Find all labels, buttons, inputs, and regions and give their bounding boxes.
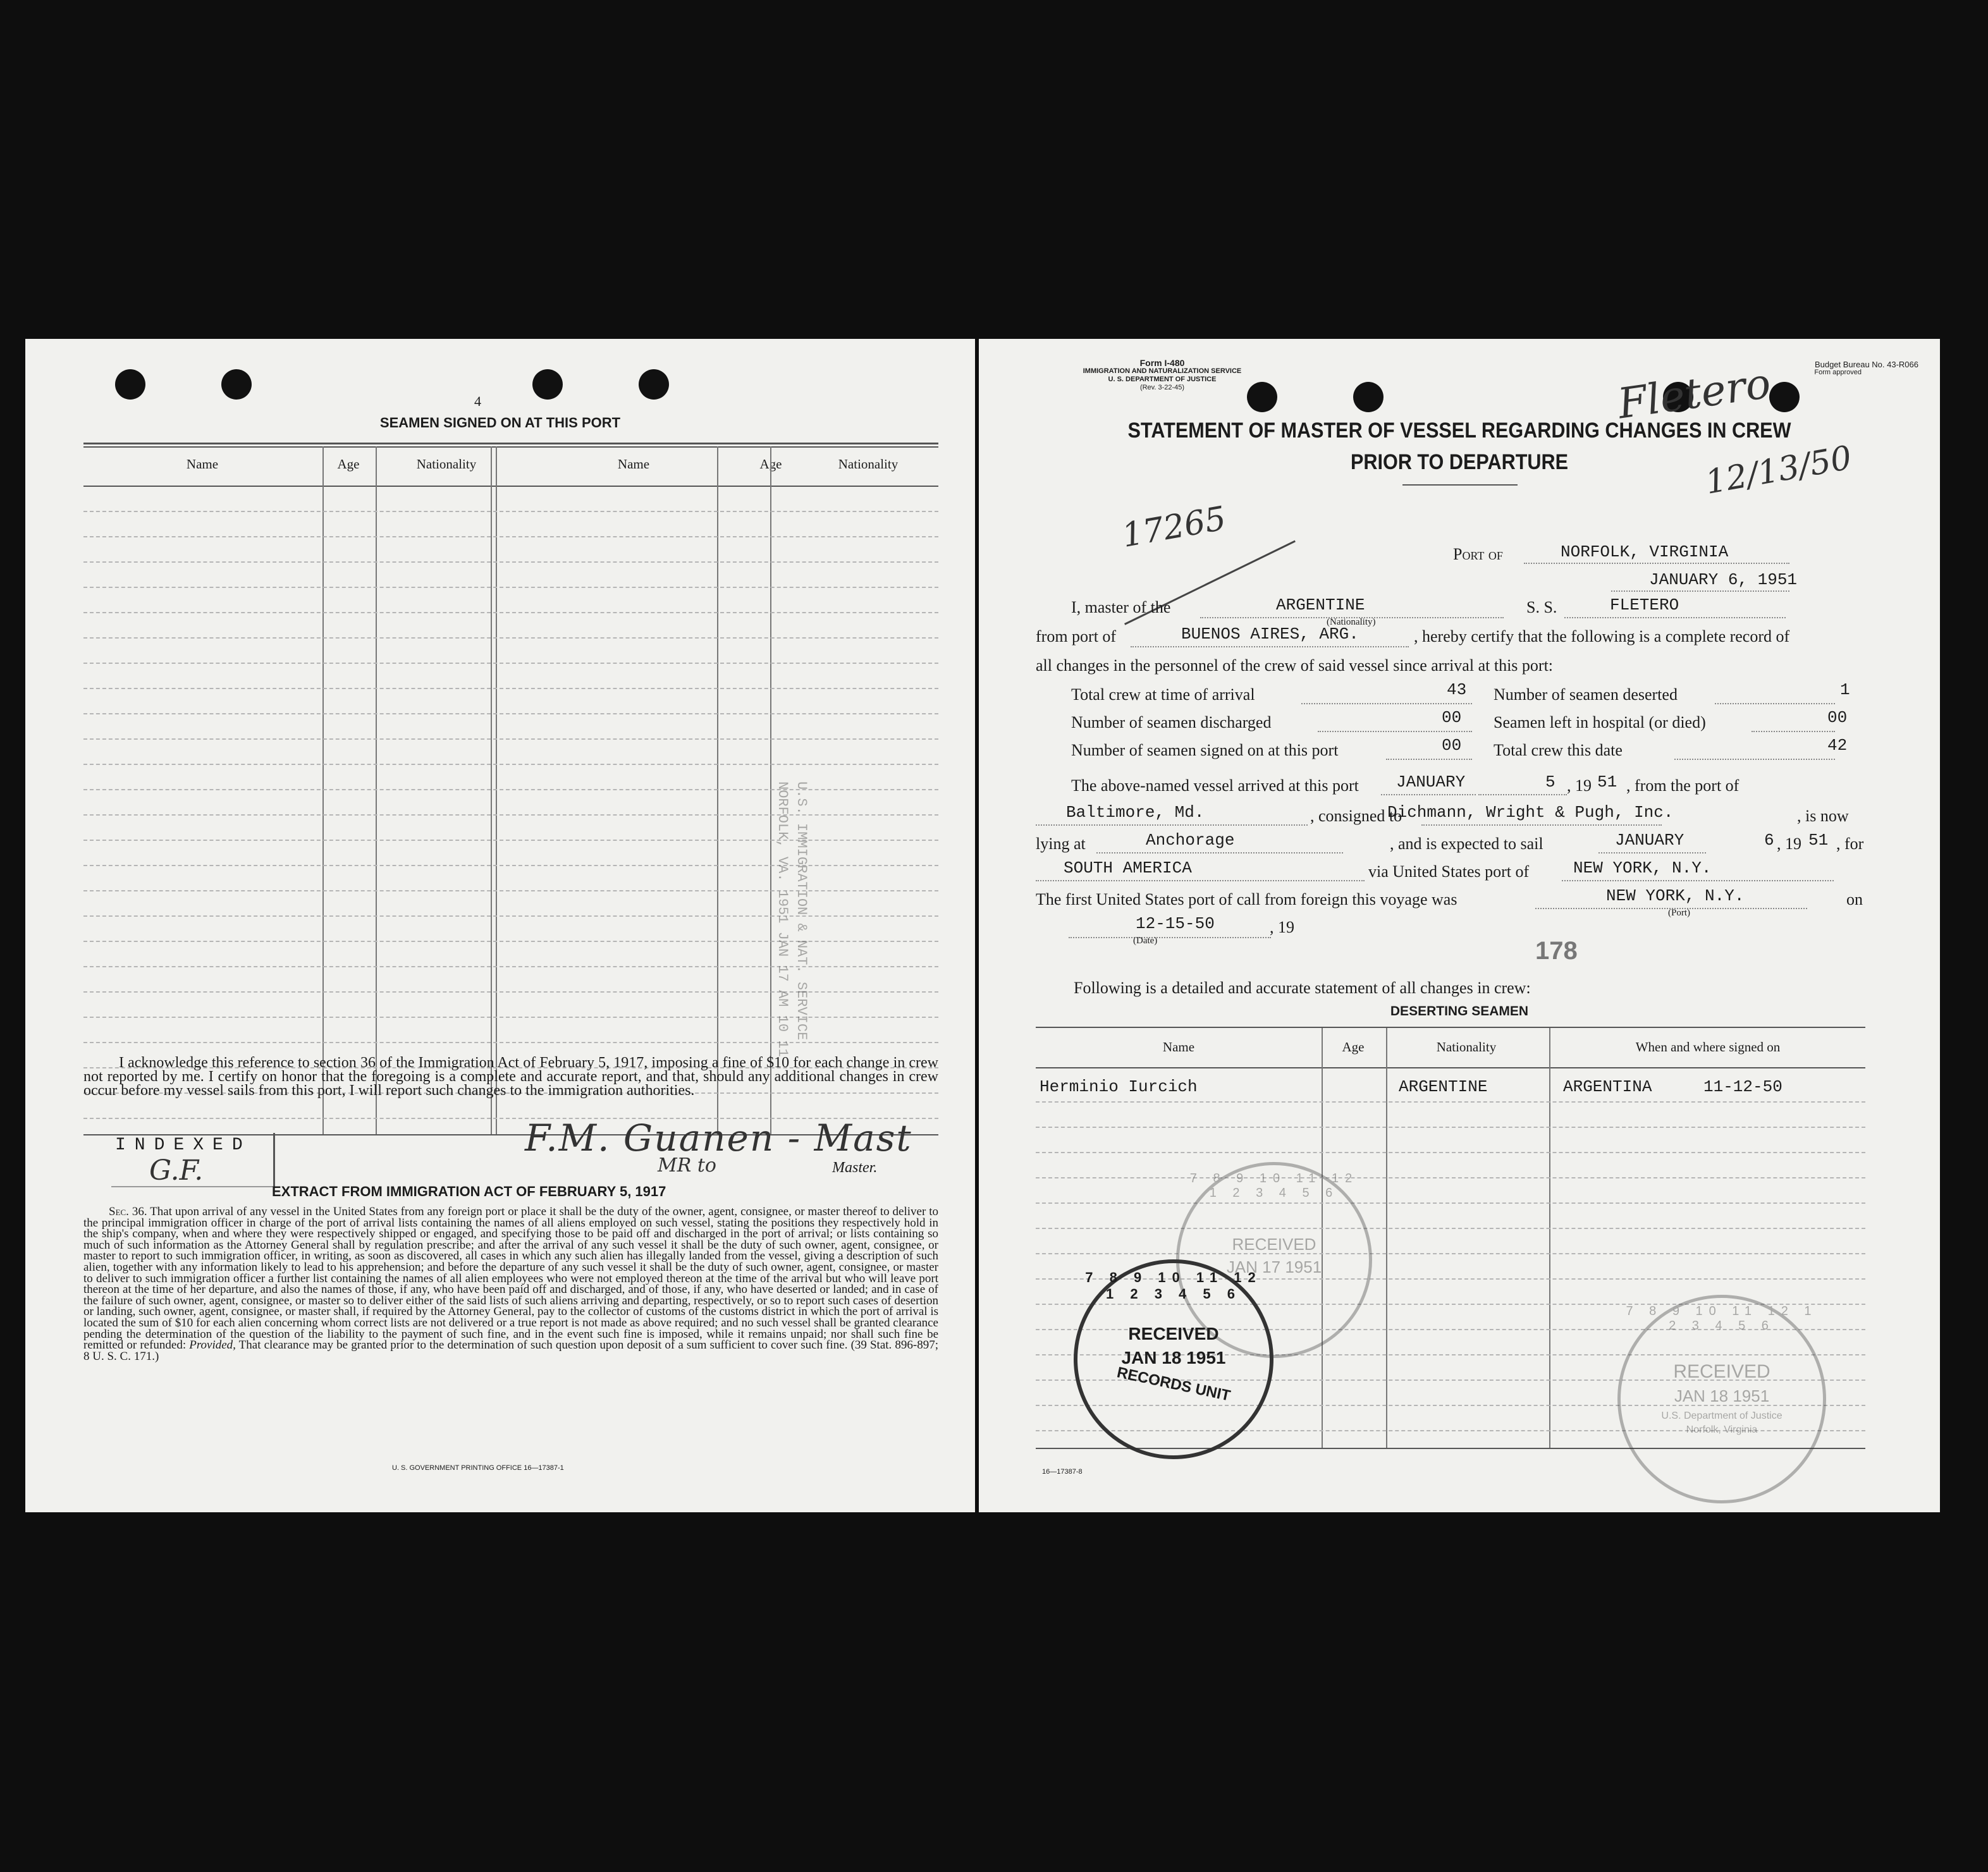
call-date-line xyxy=(1069,937,1271,938)
row-rule xyxy=(83,612,938,613)
arrived-label: The above-named vessel arrived at this port xyxy=(1071,776,1359,795)
from-the-port-of-label: , from the port of xyxy=(1626,776,1740,795)
sail-year: 51 xyxy=(1808,831,1829,850)
stat-label-hospital: Seamen left in hospital (or died) xyxy=(1494,713,1706,731)
row-rule xyxy=(1036,1152,1865,1153)
row-rule xyxy=(83,764,938,765)
indexed-stamp: INDEXED xyxy=(111,1133,275,1187)
date-value: JANUARY 6, 1951 xyxy=(1649,570,1798,589)
stat-label-signed-on: Number of seamen signed on at this port xyxy=(1071,741,1339,759)
ss-label: S. S. xyxy=(1526,598,1557,616)
lying-at-line xyxy=(1096,852,1343,853)
deserter-nationality: ARGENTINE xyxy=(1399,1077,1488,1096)
call-year-prefix: , 19 xyxy=(1270,918,1294,936)
signature-initials: MR to xyxy=(658,1154,716,1177)
row-rule xyxy=(1036,1127,1865,1128)
department: U. S. DEPARTMENT OF JUSTICE xyxy=(1108,376,1217,383)
row-rule xyxy=(1036,1253,1865,1254)
column-divider xyxy=(322,446,324,1134)
via-port-value: NEW YORK, N.Y. xyxy=(1573,859,1712,878)
vertical-receipt-stamp: U.S. IMMIGRATION & NAT. SERVICE NORFOLK, VA. 1951 JAN 17 AM 10 11 xyxy=(775,781,809,1057)
form-header xyxy=(1036,359,1289,392)
extract-body: That upon arrival of any vessel in the United States from any foreign port or place it shall be the duty of the owner, agent, consignee, or master thereof to deliver to the principal immigration officer in charge of the port of arrival lists containing the names of all aliens employed on such vessel, stating the positions they respectively hold in the ship's company, when and where they were respectively shipped or engaged, and specifying those to be paid off and discharged in the port of arrival; or lists containing so much of such information as the Attorney General shall by regulation prescribe; and after the arrival of any such vessel it shall be the duty of such owner, agent, consignee, or master to report to such immigration officer, in writing, as soon as discovered, all cases in which any such alien has illegally landed from the vessel, giving a description of such alien, together with any information likely to lead to his apprehension; and before the departure of any such vessel it shall be the duty of such owner, agent, consignee, or master to deliver to such immigration officer a further list containing the names of all alien employees who were not employed thereon at the time of the arrival but who will leave port thereon at the time of her departure, and also the names of those, if any, who have been paid off and discharged, and of those, if any, who have deserted or landed; and in case of the failure of such owner, agent, consignee, or master so to deliver either of the said lists of such aliens arriving and departing, respectively, or so to report such cases of desertion or landing, such owner, agent, consignee, or master shall, if required by the Attorney General, pay to the collector of customs of the customs district in which the port of arrival is located the sum of $10 for each alien concerning whom correct lists are not delivered or a true report is not made as above required; and no such vessel shall be granted clearance pending the determination of the question of the liability to the payment of such fine, and in the event such fine is imposed, while it remains unpaid; nor shall such fine be remitted or refunded: xyxy=(83,1205,938,1352)
extract-tail: That clearance may be granted prior to the determination of such question upon deposit of a sum sufficient to cover such fine. (39 Stat. 896-897; 8 U. S. C. 171.) xyxy=(83,1338,938,1363)
destination-value: SOUTH AMERICA xyxy=(1064,859,1192,878)
row-rule xyxy=(83,1042,938,1043)
port-caption: (Port) xyxy=(1668,908,1690,918)
row-rule xyxy=(83,536,938,537)
title-underline xyxy=(1402,484,1518,486)
left-page xyxy=(25,339,975,1512)
deserting-col-name: Name xyxy=(1162,1039,1195,1055)
received-stamp-norfolk: 7 8 9 10 11 12 1 2 3 4 5 6 RECEIVED JAN 18 1951 U.S. Department of Justice Norfolk, Virginia xyxy=(1617,1295,1826,1503)
sail-label: , and is expected to sail xyxy=(1390,835,1543,853)
deserter-signed-on-place: ARGENTINA xyxy=(1563,1077,1652,1096)
port-value: NORFOLK, VIRGINIA xyxy=(1561,542,1729,561)
row-rule xyxy=(83,587,938,588)
header-bottom-rule xyxy=(83,486,938,487)
page-number: 4 xyxy=(474,393,481,409)
stat-dots xyxy=(1301,703,1472,704)
via-port-line xyxy=(1562,880,1834,881)
arrived-month-line xyxy=(1381,794,1476,795)
port-label: Port of xyxy=(1453,545,1503,563)
consignee-line xyxy=(1421,824,1662,826)
revision: (Rev. 3-22-45) xyxy=(1139,384,1185,391)
punch-hole xyxy=(1769,382,1800,412)
consigned-label: , consigned to xyxy=(1310,807,1402,825)
col-header-name: Name xyxy=(186,456,219,472)
ship-dotted-line xyxy=(1564,617,1786,618)
deserting-title: DESERTING SEAMEN xyxy=(1390,1004,1529,1019)
arrived-day-line xyxy=(1478,794,1567,795)
column-divider xyxy=(496,446,497,1134)
row-rule xyxy=(1036,1202,1865,1204)
row-rule xyxy=(83,637,938,639)
col-header-name-2: Name xyxy=(617,456,650,472)
stat-label-total-today: Total crew this date xyxy=(1494,741,1623,759)
column-divider xyxy=(376,446,377,1134)
extract-title: EXTRACT FROM IMMIGRATION ACT OF FEBRUARY 5, 1917 xyxy=(272,1184,666,1199)
stat-label-discharged: Number of seamen discharged xyxy=(1071,713,1272,731)
first-port-label: The first United States port of call from foreign this voyage was xyxy=(1036,890,1457,908)
received-stamp-records-unit: 7 8 9 10 11 12 1 2 3 4 5 6 RECEIVED JAN 18 1951 RECORDS UNIT xyxy=(1074,1259,1273,1459)
col-header-age-2: Age xyxy=(759,456,782,472)
row-rule xyxy=(83,561,938,563)
stat-dots xyxy=(1715,703,1835,704)
deserting-column-divider xyxy=(1549,1028,1550,1448)
deserting-table-top xyxy=(1036,1027,1865,1028)
stat-value-deserted: 1 xyxy=(1840,680,1850,699)
certify-text: , hereby certify that the following is a complete record of xyxy=(1414,627,1790,645)
first-port-value: NEW YORK, N.Y. xyxy=(1606,886,1745,905)
punch-hole xyxy=(115,369,145,400)
destination-line xyxy=(1036,880,1365,881)
received-stamp-faint: 7 8 9 10 11 12 1 2 3 4 5 6 RECEIVED JAN 17 1951 xyxy=(1176,1162,1372,1358)
row-rule xyxy=(1036,1177,1865,1178)
nationality-value: ARGENTINE xyxy=(1276,596,1365,615)
column-divider xyxy=(491,446,492,1134)
arrived-day: 5 xyxy=(1545,773,1555,792)
via-label: via United States port of xyxy=(1368,862,1530,881)
handwritten-number: 17265 xyxy=(1119,499,1229,555)
date-dotted-line xyxy=(1611,590,1789,592)
handwritten-vessel-name: Fletero xyxy=(1614,358,1774,429)
from-port-value: BUENOS AIRES, ARG. xyxy=(1181,625,1359,644)
lying-at-label: lying at xyxy=(1036,835,1086,853)
row-rule xyxy=(1036,1228,1865,1229)
stat-value-total-today: 42 xyxy=(1827,736,1848,755)
sail-year-prefix: , 19 xyxy=(1777,835,1801,853)
call-date-value: 12-15-50 xyxy=(1136,914,1215,933)
extract-provided: Provided, xyxy=(189,1338,236,1352)
sail-month: JANUARY xyxy=(1615,831,1684,850)
punch-hole xyxy=(639,369,669,400)
stat-label-total-arrival: Total crew at time of arrival xyxy=(1071,685,1255,704)
arrived-year-prefix: , 19 xyxy=(1567,776,1592,795)
form-title-line1: STATEMENT OF MASTER OF VESSEL REGARDING CHANGES IN CREW xyxy=(1127,419,1791,443)
stat-value-discharged: 00 xyxy=(1442,708,1462,727)
stat-dots xyxy=(1318,731,1472,732)
column-divider xyxy=(717,446,718,1134)
changes-line: all changes in the personnel of the crew of said vessel since arrival at this port: xyxy=(1036,656,1554,675)
row-rule xyxy=(83,688,938,689)
stamped-number: 178 xyxy=(1535,937,1578,965)
form-title-line2: PRIOR TO DEPARTURE xyxy=(1351,450,1568,474)
row-rule xyxy=(83,713,938,714)
right-page xyxy=(979,339,1940,1512)
from-port-name: Baltimore, Md. xyxy=(1066,803,1205,822)
extract-text xyxy=(83,1206,938,1362)
punch-hole xyxy=(532,369,563,400)
stat-dots xyxy=(1386,759,1472,760)
printing-office-footer: U. S. GOVERNMENT PRINTING OFFICE 16—17387-1 xyxy=(392,1464,564,1472)
punch-hole xyxy=(221,369,252,400)
port-dotted-line xyxy=(1524,563,1789,564)
for-label: , for xyxy=(1836,835,1864,853)
master-label: Master. xyxy=(832,1159,878,1176)
acknowledgement-text: I acknowledge this reference to section 36 of the Immigration Act of February 5, 1917, imposing a fine of $10 for each change in crew not reported by me. I certify on honor that the foregoing is a complete and accurate report, and that, should any additional changes in crew occur before my vessel sails from this port, I will report such changes to the immigration authorities. xyxy=(83,1055,938,1099)
deserting-col-signed-on: When and where signed on xyxy=(1635,1039,1781,1055)
master-signature: F.M. Guanen - Mast xyxy=(525,1116,912,1159)
date-caption: (Date) xyxy=(1133,936,1158,946)
following-text: Following is a detailed and accurate statement of all changes in crew: xyxy=(1074,979,1531,997)
lying-at-value: Anchorage xyxy=(1146,831,1235,850)
deserter-signed-on-date: 11-12-50 xyxy=(1703,1077,1782,1096)
from-port-name-line xyxy=(1036,824,1308,826)
arrived-month: JANUARY xyxy=(1396,773,1466,792)
row-rule xyxy=(83,511,938,512)
is-now-label: , is now xyxy=(1797,807,1849,825)
col-header-nationality: Nationality xyxy=(416,456,477,472)
col-header-nationality-2: Nationality xyxy=(838,456,899,472)
deserting-header-bottom xyxy=(1036,1067,1865,1068)
form-number: Form I-480 xyxy=(1139,358,1185,368)
nationality-caption: (Nationality) xyxy=(1327,617,1376,627)
consignee-value: Dichmann, Wright & Pugh, Inc. xyxy=(1387,803,1674,822)
stat-value-signed-on: 00 xyxy=(1442,736,1462,755)
deserting-col-nationality: Nationality xyxy=(1436,1039,1497,1055)
ship-name-value: FLETERO xyxy=(1610,596,1679,615)
form-approved: Form approved xyxy=(1814,369,1862,376)
section-title: SEAMEN SIGNED ON AT THIS PORT xyxy=(379,415,621,431)
arrived-year: 51 xyxy=(1597,773,1617,792)
handwritten-date: 12/13/50 xyxy=(1702,439,1855,502)
indexed-initials: G.F. xyxy=(149,1154,204,1187)
deserting-col-age: Age xyxy=(1342,1039,1365,1055)
stat-dots xyxy=(1752,731,1835,732)
table-top-rule-2 xyxy=(83,446,938,448)
master-of-the-label: I, master of the xyxy=(1071,598,1171,616)
from-port-label: from port of xyxy=(1036,627,1117,645)
row-rule xyxy=(1036,1101,1865,1103)
stat-label-deserted: Number of seamen deserted xyxy=(1494,685,1678,704)
row-rule xyxy=(83,738,938,740)
stat-value-total-arrival: 43 xyxy=(1447,680,1467,699)
table-top-rule xyxy=(83,443,938,444)
extract-section-label: Sec. 36. xyxy=(109,1205,147,1218)
deserter-name: Herminio Iurcich xyxy=(1040,1077,1198,1096)
sail-day: 6 xyxy=(1764,831,1774,850)
on-label: on xyxy=(1846,890,1863,908)
from-port-dotted-line xyxy=(1131,646,1409,647)
stat-dots xyxy=(1674,759,1835,760)
stat-value-hospital: 00 xyxy=(1827,708,1848,727)
punch-hole xyxy=(1353,382,1384,412)
sail-month-line xyxy=(1598,852,1706,853)
budget-number: Budget Bureau No. 43-R066 xyxy=(1814,360,1918,369)
row-rule xyxy=(83,663,938,664)
col-header-age: Age xyxy=(337,456,360,472)
right-footer: 16—17387-8 xyxy=(1042,1468,1083,1476)
agency: IMMIGRATION AND NATURALIZATION SERVICE xyxy=(1083,367,1242,375)
deserting-column-divider xyxy=(1386,1028,1387,1448)
